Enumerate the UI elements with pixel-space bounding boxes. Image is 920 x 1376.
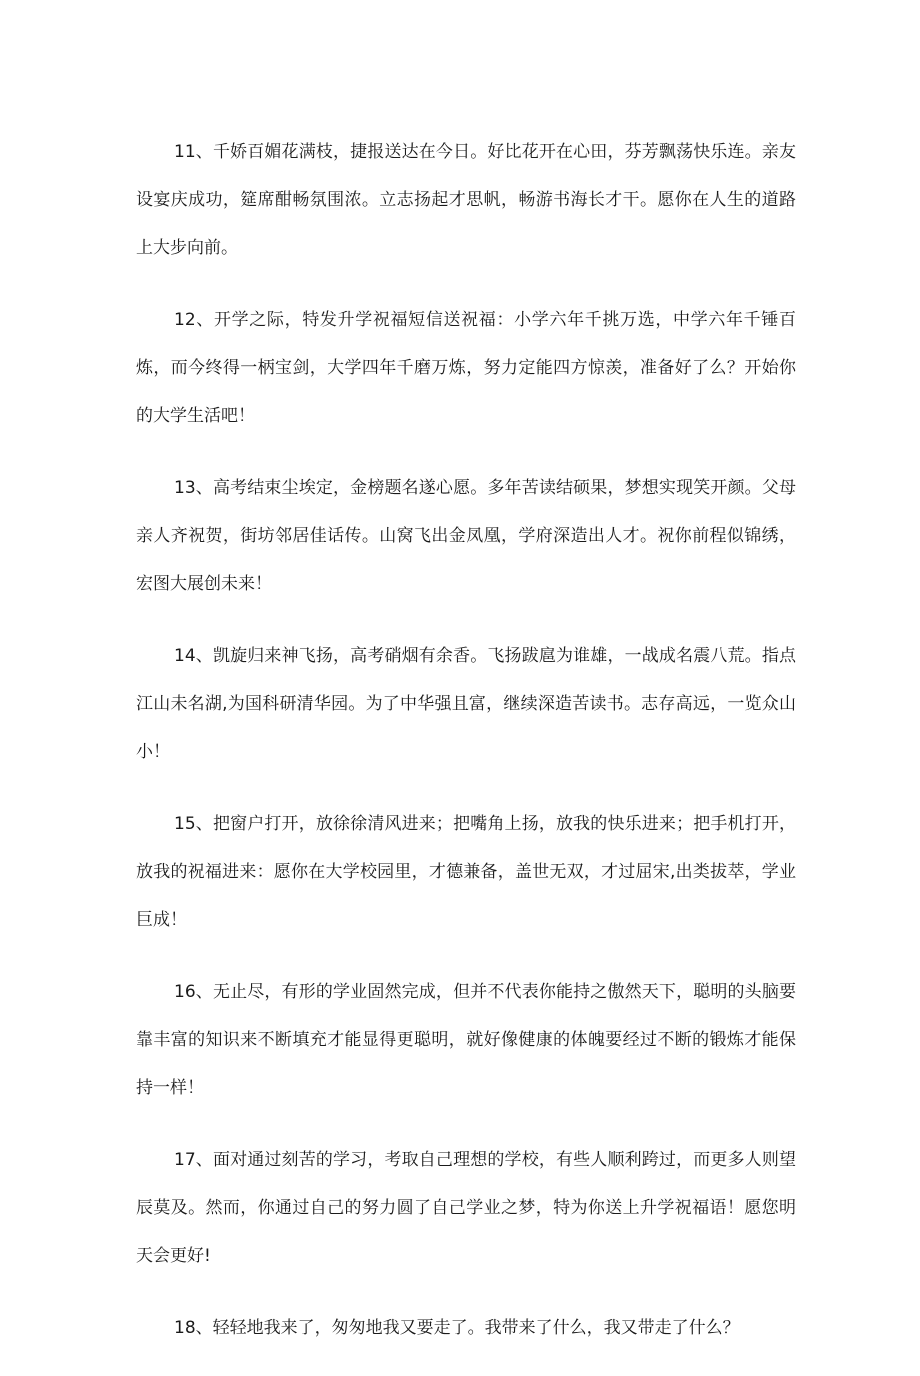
paragraph-15: 15、把窗户打开，放徐徐清风进来；把嘴角上扬，放我的快乐进来；把手机打开，放我的祝福进来：愿你在大学校园里，才德兼备，盖世无双，才过屈宋,出类拔萃，学业巨成！: [136, 814, 796, 930]
paragraph-16: 16、无止尽，有形的学业固然完成，但并不代表你能持之傲然天下，聪明的头脑要靠丰富的知识来不断填充才能显得更聪明，就好像健康的体魄要经过不断的锻炼才能保持一样！: [136, 982, 796, 1098]
paragraph-17: 17、面对通过刻苦的学习，考取自己理想的学校，有些人顺利跨过，而更多人则望辰莫及。然而，你通过自己的努力圆了自己学业之梦，特为你送上升学祝福语！愿您明天会更好!: [136, 1150, 796, 1266]
paragraph-13: 13、高考结束尘埃定，金榜题名遂心愿。多年苦读结硕果，梦想实现笑开颜。父母亲人齐祝贺，街坊邻居佳话传。山窝飞出金凤凰，学府深造出人才。祝你前程似锦绣，宏图大展创未来！: [136, 478, 796, 594]
paragraph-14: 14、凯旋归来神飞扬，高考硝烟有余香。飞扬跋扈为谁雄，一战成名震八荒。指点江山未名湖,为国科研清华园。为了中华强且富，继续深造苦读书。志存高远，一览众山小！: [136, 646, 796, 762]
paragraph-12: 12、开学之际，特发升学祝福短信送祝福：小学六年千挑万选，中学六年千锤百炼，而今终得一柄宝剑，大学四年千磨万炼，努力定能四方惊羡，准备好了么？开始你的大学生活吧！: [136, 310, 796, 426]
paragraph-11: 11、千娇百媚花满枝，捷报送达在今日。好比花开在心田，芬芳飘荡快乐连。亲友设宴庆成功，筵席酣畅氛围浓。立志扬起才思帆，畅游书海长才干。愿你在人生的道路上大步向前。: [136, 142, 796, 258]
document-body: [136, 128, 796, 1376]
paragraph-18: 18、轻轻地我来了，匆匆地我又要走了。我带来了什么，我又带走了什么？: [174, 1318, 740, 1338]
